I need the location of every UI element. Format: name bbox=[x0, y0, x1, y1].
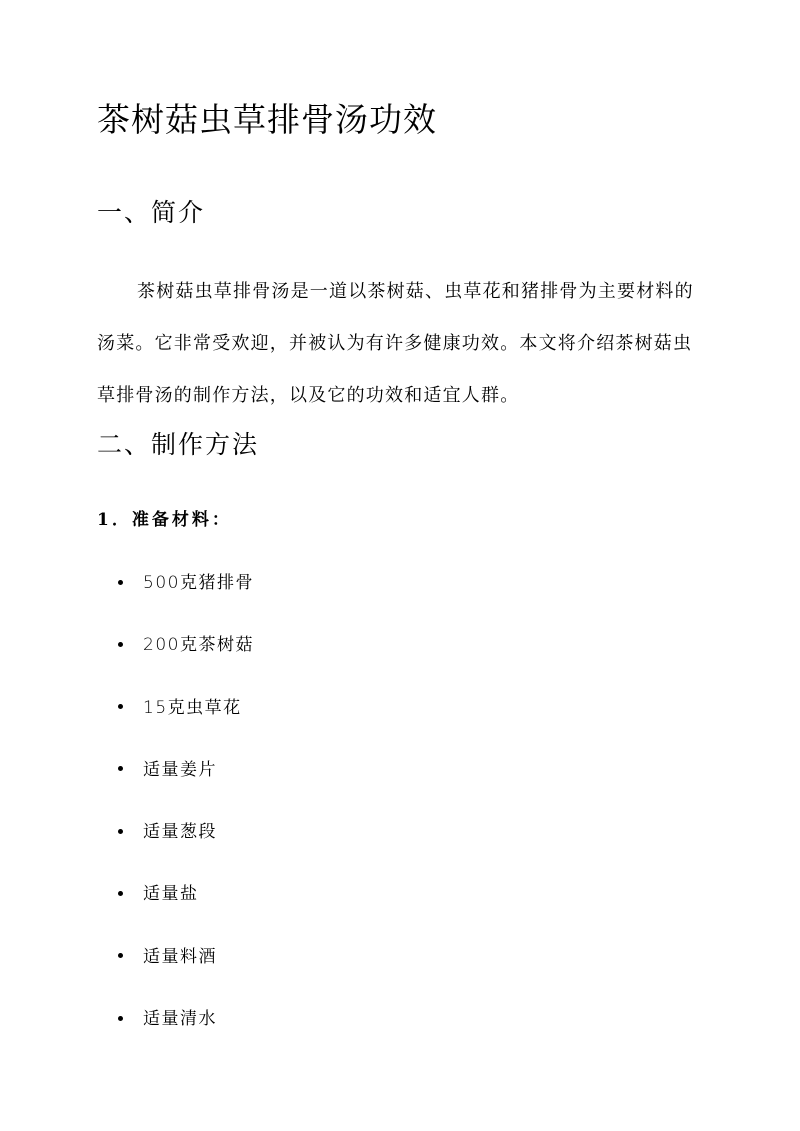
bullet-icon bbox=[118, 1016, 123, 1021]
ingredient-label: 适量葱段 bbox=[143, 822, 217, 843]
bullet-icon bbox=[118, 891, 123, 896]
ingredient-label: 15克虫草花 bbox=[143, 697, 242, 718]
list-item bbox=[118, 1004, 254, 1066]
ingredient-label: 适量清水 bbox=[143, 1009, 217, 1030]
ingredient-label: 适量料酒 bbox=[143, 946, 217, 967]
list-item bbox=[118, 630, 254, 692]
step-heading-prepare-materials: 1．准备材料： bbox=[97, 510, 232, 530]
list-item bbox=[118, 879, 254, 941]
ingredient-list bbox=[118, 568, 254, 1066]
ingredient-label: 200克茶树菇 bbox=[143, 635, 254, 656]
bullet-icon bbox=[118, 642, 123, 647]
section-heading-method: 二、制作方法 bbox=[97, 430, 260, 459]
bullet-icon bbox=[118, 704, 123, 709]
list-item bbox=[118, 942, 254, 1004]
intro-paragraph: 茶树菇虫草排骨汤是一道以茶树菇、虫草花和猪排骨为主要材料的汤菜。它非常受欢迎，并被认为有许多健康功效。本文将介绍茶树菇虫草排骨汤的制作方法，以及它的功效和适宜人群。 bbox=[97, 281, 694, 406]
bullet-icon bbox=[118, 829, 123, 834]
bullet-icon bbox=[118, 766, 123, 771]
ingredient-label: 500克猪排骨 bbox=[143, 573, 254, 593]
ingredient-label: 适量姜片 bbox=[143, 759, 217, 780]
list-item bbox=[118, 568, 254, 630]
section-heading-intro: 一、简介 bbox=[97, 198, 206, 227]
bullet-icon bbox=[118, 580, 123, 585]
ingredient-label: 适量盐 bbox=[143, 884, 199, 905]
document-title: 茶树菇虫草排骨汤功效 bbox=[97, 100, 437, 139]
list-item bbox=[118, 755, 254, 817]
list-item bbox=[118, 693, 254, 755]
bullet-icon bbox=[118, 953, 123, 958]
list-item bbox=[118, 817, 254, 879]
